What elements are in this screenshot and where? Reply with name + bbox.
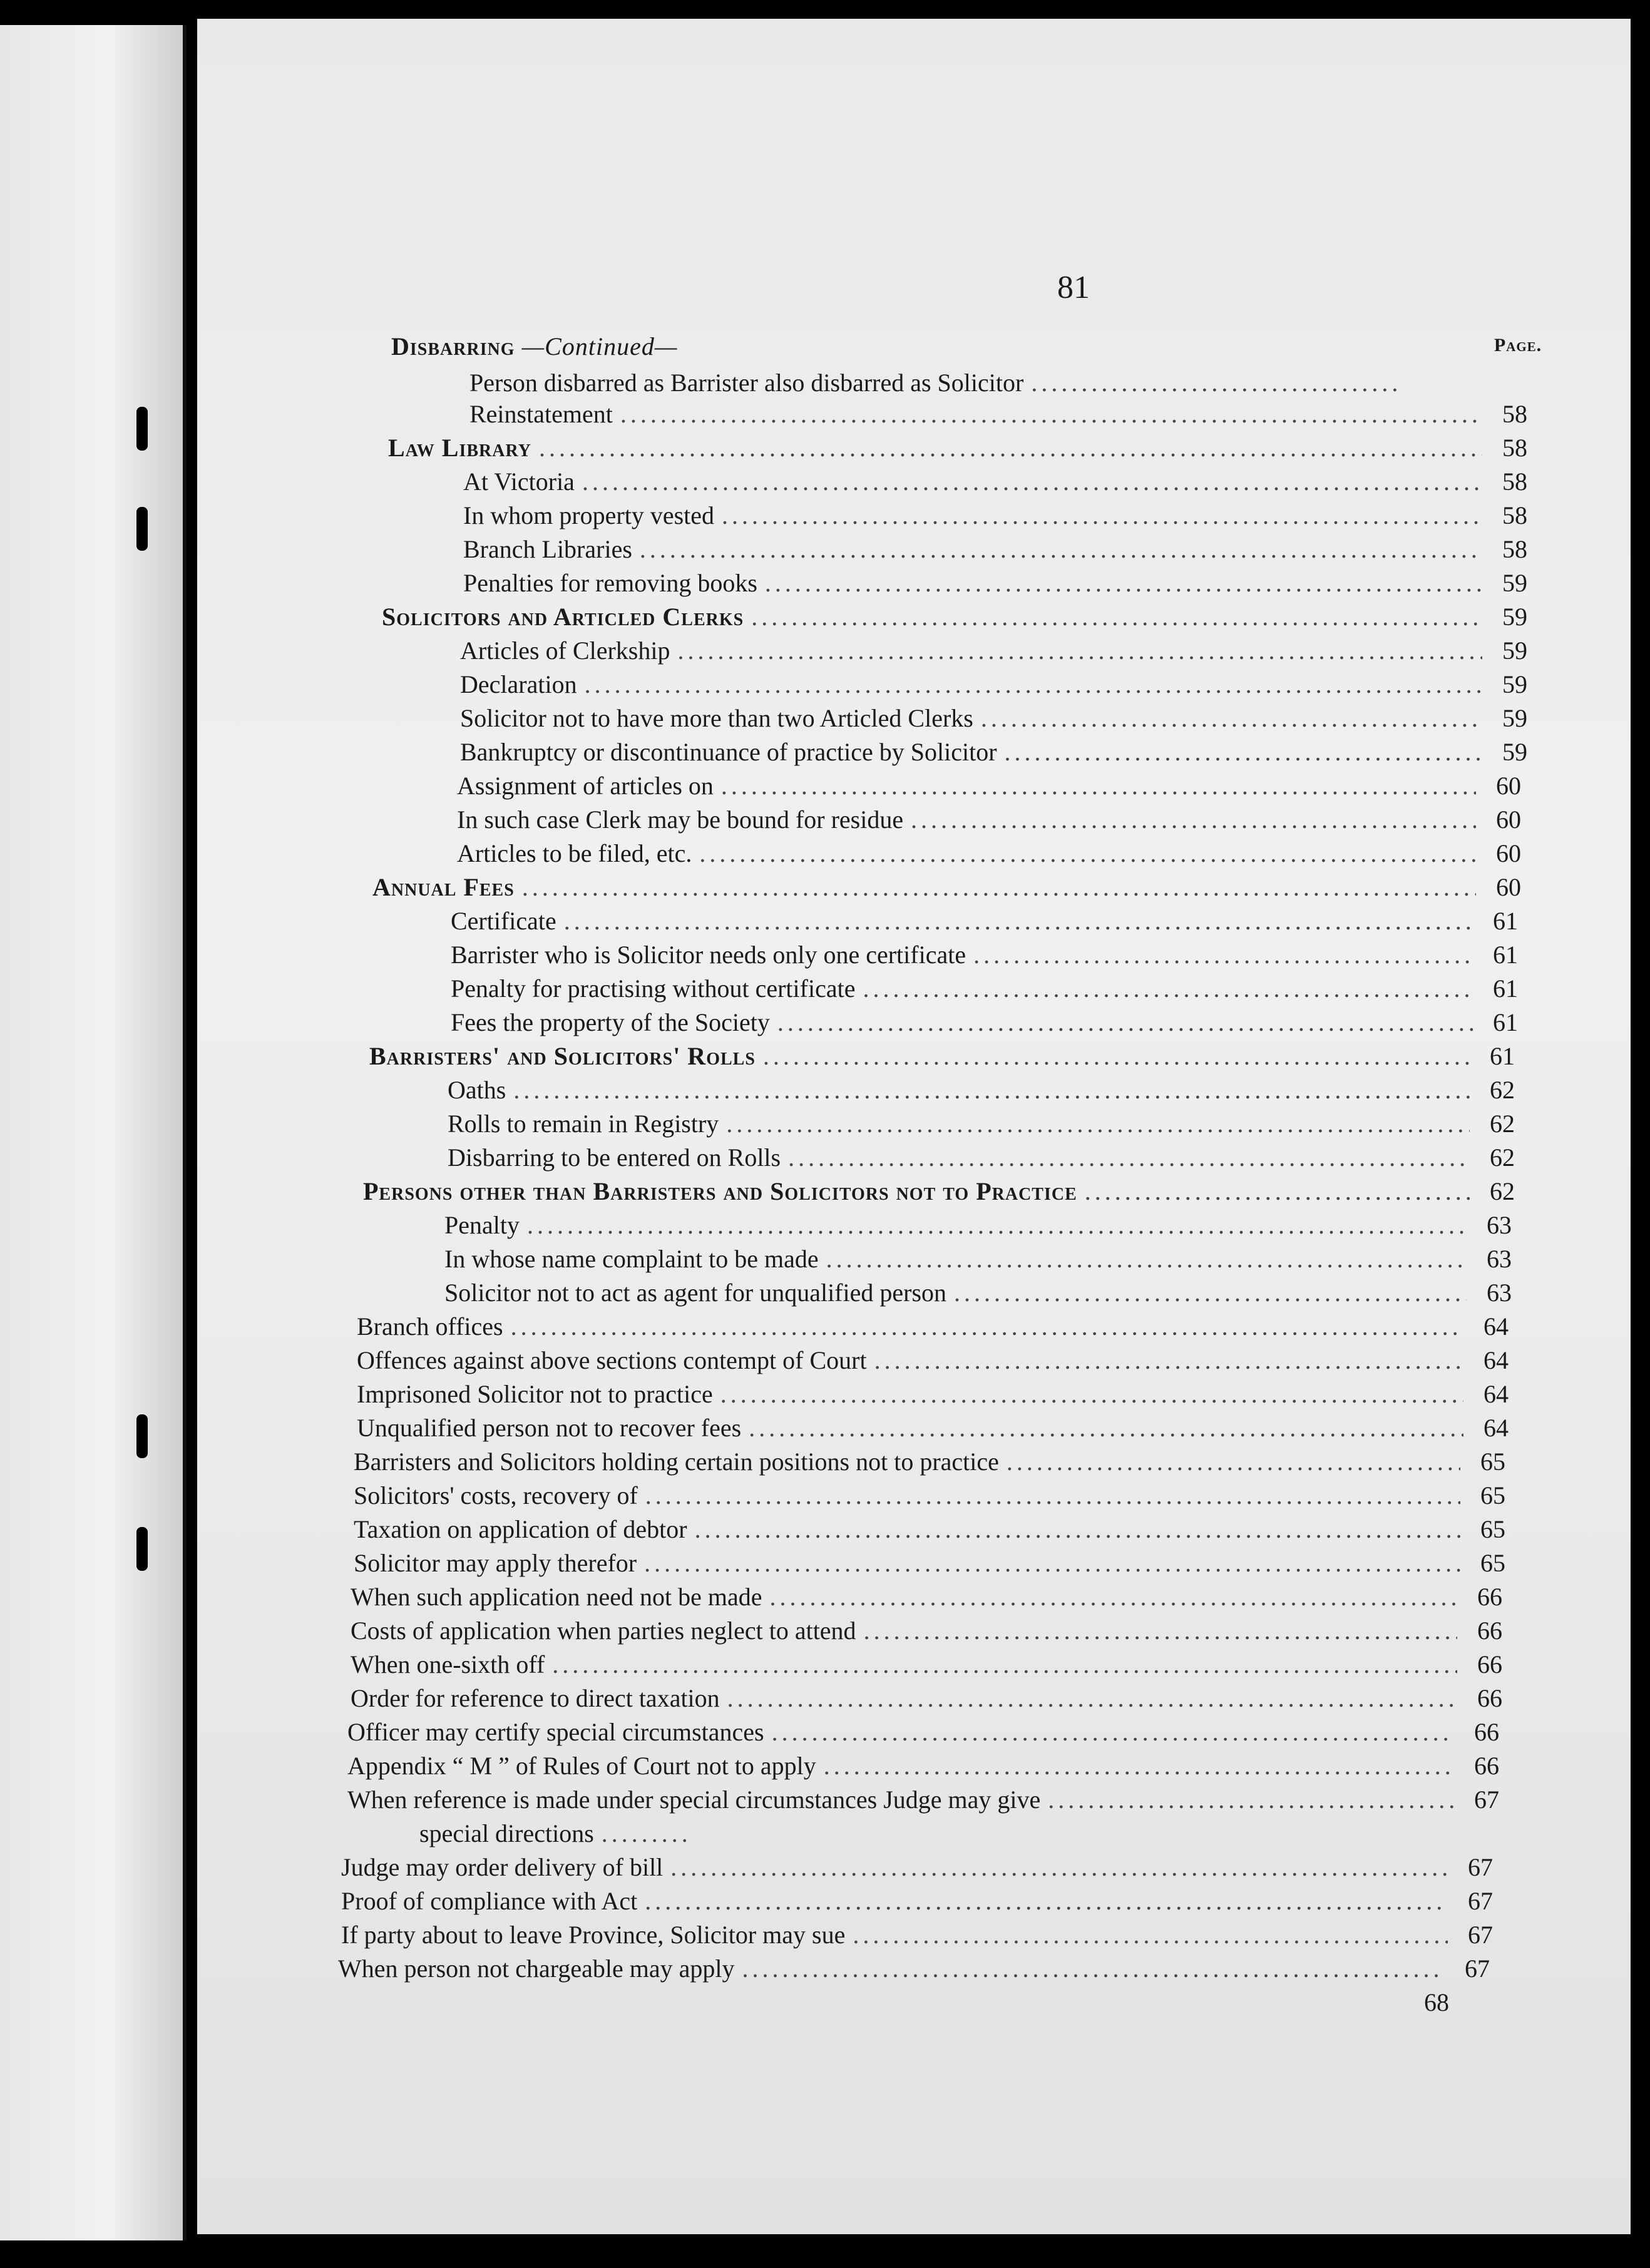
index-entry: Person disbarred as Barrister also disbarred as Solicitor ..... — [469, 368, 1446, 397]
index-entry: Judge may order delivery of bill ..... 67 — [341, 1852, 1493, 1882]
index-entry: When reference is made under special circumstances Judge may give ..... 67 — [347, 1785, 1499, 1814]
index-entry: Branch Libraries ..... 58 — [463, 534, 1527, 564]
index-entry: Barrister who is Solicitor needs only one certificate ..... 61 — [451, 940, 1518, 969]
index-entry: Taxation on application of debtor ..... 65 — [354, 1515, 1505, 1544]
index-entry: Declaration ..... 59 — [460, 670, 1527, 699]
index-entry: Branch offices ..... 64 — [357, 1312, 1509, 1341]
binding-hole — [136, 1527, 148, 1571]
index-entry: Fees the property of the Society ..... 61 — [451, 1008, 1518, 1037]
index-entry: Certificate ..... 61 — [451, 906, 1518, 936]
index-entry: Reinstatement ..... 58 — [469, 399, 1527, 429]
index-section-heading: Barristers' and Solicitors' Rolls ..... 61 — [369, 1041, 1515, 1071]
index-section-heading: Persons other than Barristers and Solicitors not to Practice ..... 62 — [363, 1177, 1515, 1206]
binding-hole — [136, 1414, 148, 1458]
index-entry: Officer may certify special circumstances ..... 66 — [347, 1717, 1499, 1747]
index-entry: In whose name complaint to be made ..... 63 — [444, 1244, 1512, 1274]
binding-hole — [136, 507, 148, 551]
continued-suffix: —Continued— — [521, 332, 678, 360]
index-entry: Offences against above sections contempt of Court ..... 64 — [357, 1346, 1509, 1375]
index-entry: At Victoria ..... 58 — [463, 467, 1527, 496]
index-entry: If party about to leave Province, Solicitor may sue ..... 67 — [341, 1920, 1493, 1949]
index-entry: In such case Clerk may be bound for residue ..... 60 — [457, 805, 1521, 834]
index-entry: Barristers and Solicitors holding certain positions not to practice ..... 65 — [354, 1447, 1505, 1476]
index-entry: When person not chargeable may apply ..... 67 — [338, 1954, 1490, 1983]
index-entry: When one-sixth off ..... 66 — [351, 1650, 1502, 1679]
index-entry: Unqualified person not to recover fees ..... 64 — [357, 1413, 1509, 1443]
index-section-heading: Annual Fees ..... 60 — [372, 872, 1521, 902]
continued-heading — [391, 332, 1268, 361]
index-entry: Penalty for practising without certificate ..... 61 — [451, 974, 1518, 1003]
index-entry: In whom property vested ..... 58 — [463, 501, 1527, 530]
index-entry: Costs of application when parties neglect to attend ..... 66 — [351, 1616, 1502, 1645]
page-column-header: Page. — [1494, 335, 1542, 355]
index-entry: Solicitor not to act as agent for unqualified person ..... 63 — [444, 1278, 1512, 1307]
index-entries — [197, 319, 1631, 2071]
index-entry: Penalty ..... 63 — [444, 1210, 1512, 1240]
page-number: 81 — [1057, 270, 1090, 305]
index-entry: Rolls to remain in Registry ..... 62 — [448, 1109, 1515, 1138]
index-section-heading: Solicitors and Articled Clerks ..... 59 — [382, 602, 1527, 631]
index-page — [197, 19, 1631, 2234]
index-entry: Solicitor not to have more than two Articled Clerks ..... 59 — [460, 703, 1527, 733]
index-section-heading: Law Library ..... 58 — [388, 433, 1527, 462]
index-entry: Oaths ..... 62 — [448, 1075, 1515, 1105]
index-entry: Proof of compliance with Act ..... 67 — [341, 1886, 1493, 1916]
binding-hole — [136, 407, 148, 451]
index-entry: Solicitors' costs, recovery of ..... 65 — [354, 1481, 1505, 1510]
index-entry: Solicitor may apply therefor ..... 65 — [354, 1548, 1505, 1578]
index-entry: Articles of Clerkship ..... 59 — [460, 636, 1527, 665]
index-entry: Penalties for removing books ..... 59 — [463, 568, 1527, 598]
index-entry: When such application need not be made ..... 66 — [351, 1582, 1502, 1612]
index-entry: special directions ..... — [419, 1819, 732, 1848]
index-entry: Disbarring to be entered on Rolls ..... 62 — [448, 1143, 1515, 1172]
index-entry: Appendix “ M ” of Rules of Court not to apply ..... 66 — [347, 1751, 1499, 1780]
index-entry: Articles to be filed, etc. ..... 60 — [457, 839, 1521, 868]
index-entry: Bankruptcy or discontinuance of practice by Solicitor ..... 59 — [460, 737, 1527, 767]
index-entry: Imprisoned Solicitor not to practice ..... 64 — [357, 1379, 1509, 1409]
index-entry: Order for reference to direct taxation ..... 66 — [351, 1683, 1502, 1713]
index-entry-trailing-page: 68 — [1424, 1988, 1449, 2016]
facing-page-edge — [0, 25, 187, 2240]
continued-heading-text: Disbarring — [391, 332, 515, 360]
index-entry: Assignment of articles on ..... 60 — [457, 771, 1521, 800]
